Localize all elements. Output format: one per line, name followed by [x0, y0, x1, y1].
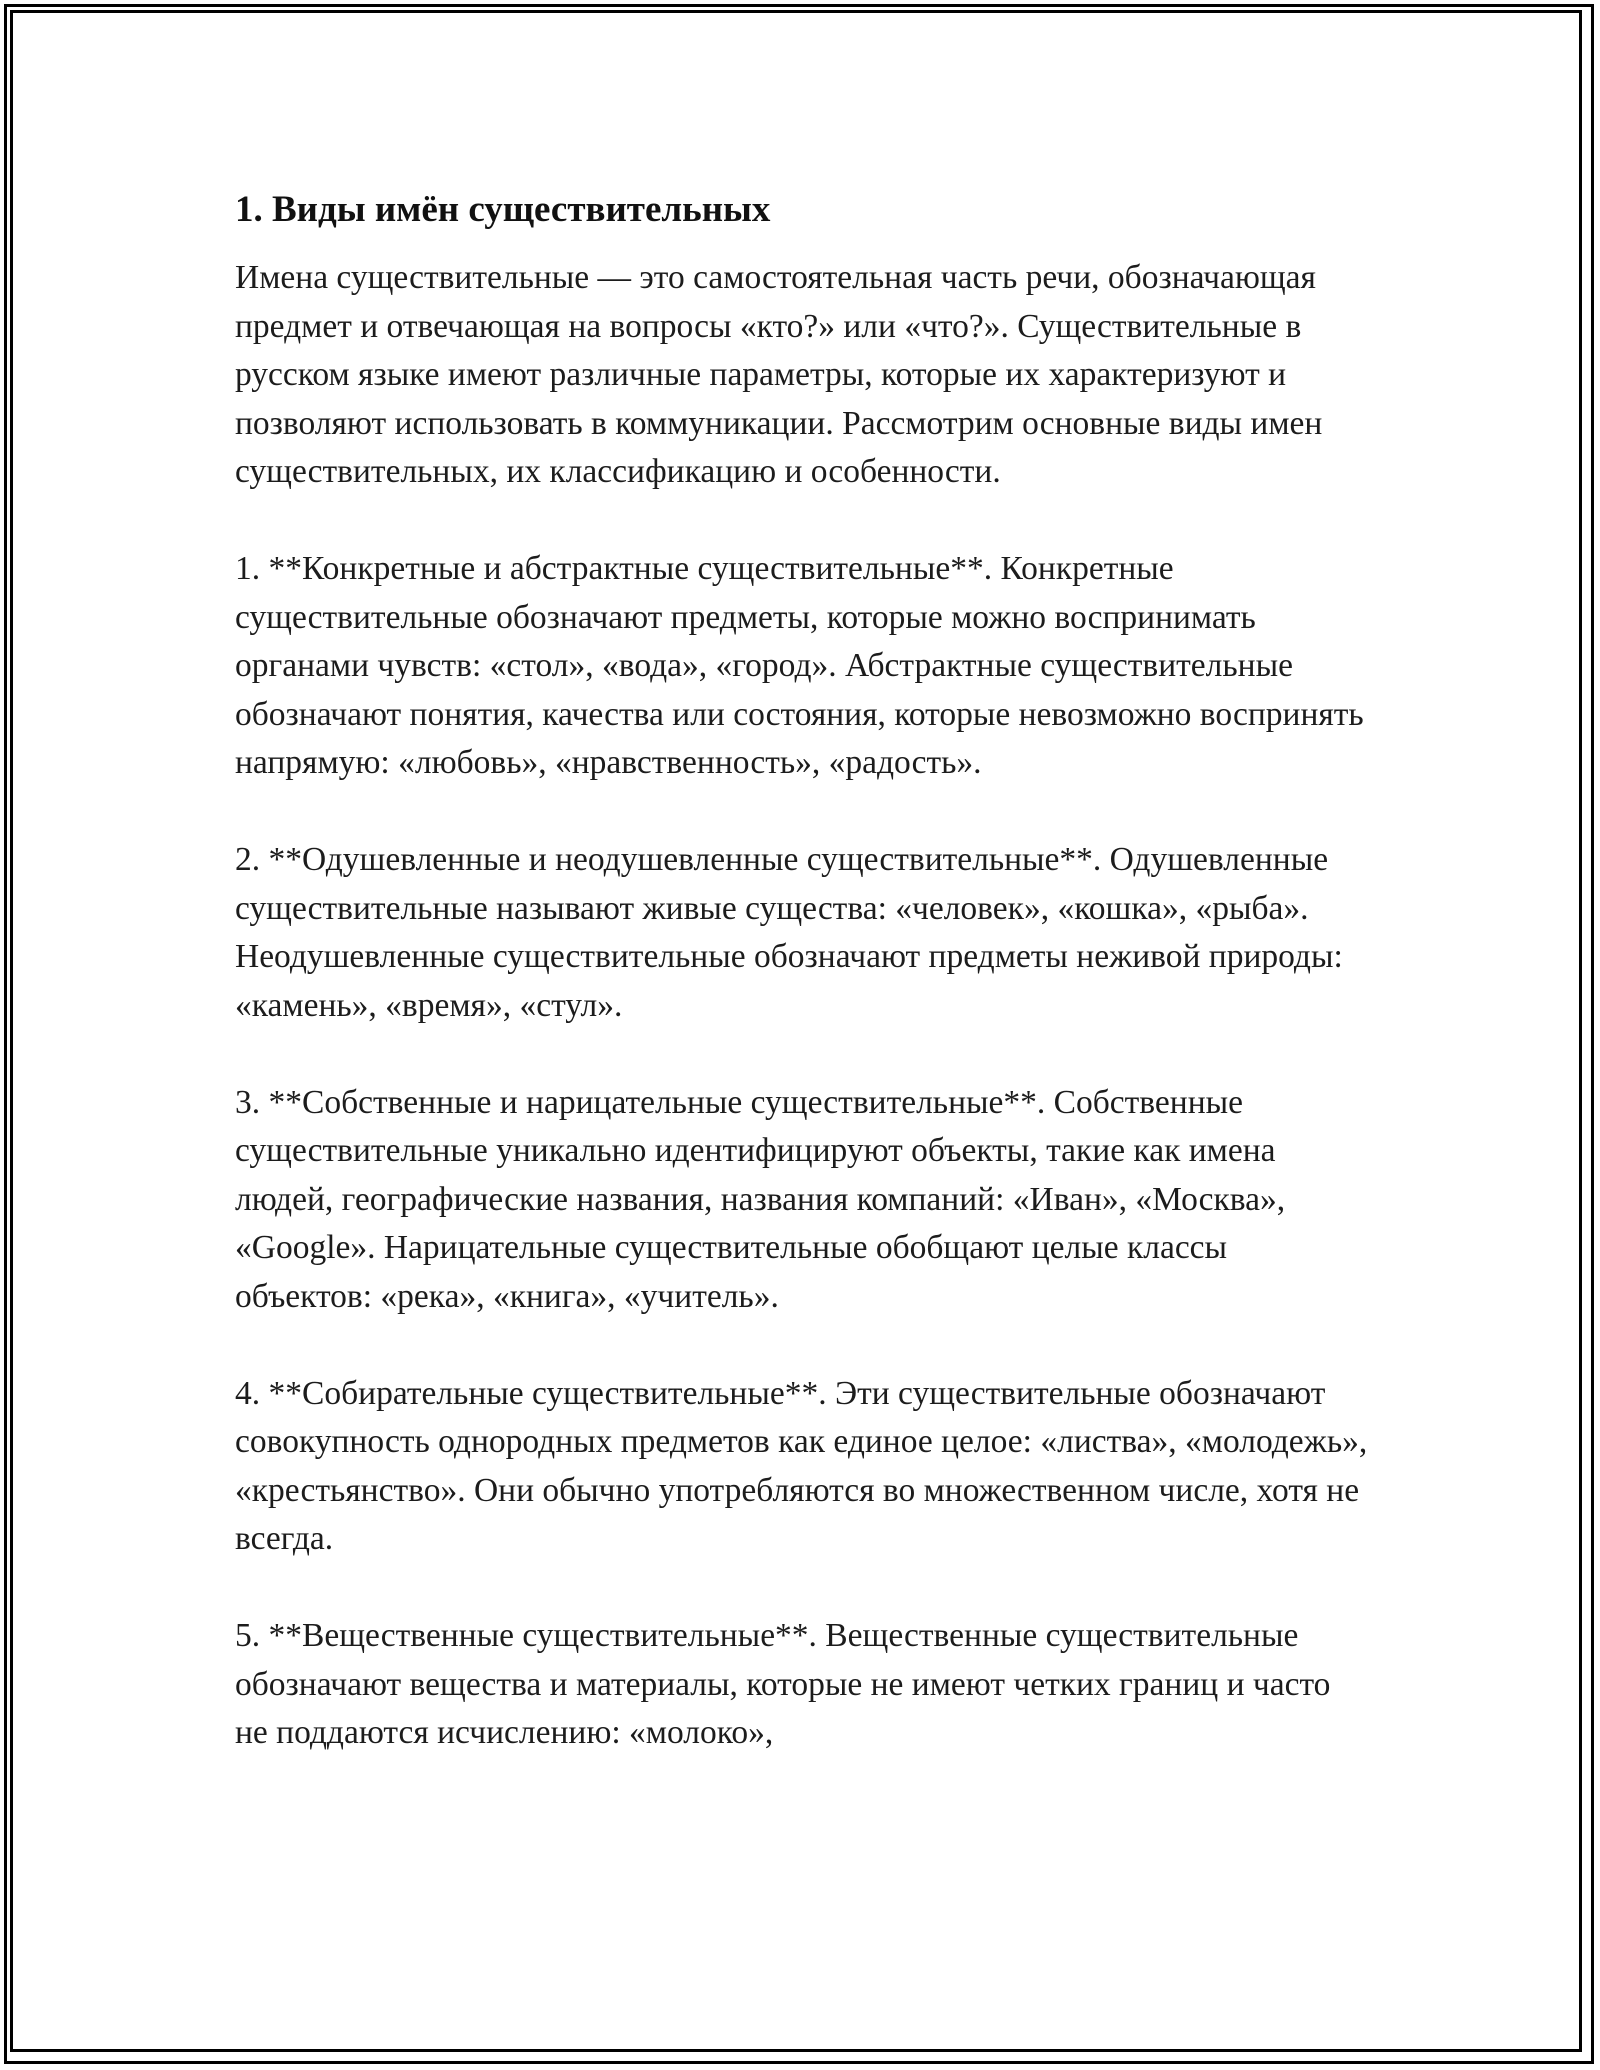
paragraph-animate-inanimate: 2. **Одушевленные и неодушевленные существительные**. Одушевленные существительные называют живые существа: «человек», «кошка», «рыба». Неодушевленные существительные обозначают предметы неживой природы: «камень», «время», «стул».	[235, 841, 1343, 1024]
section-heading: 1. Виды имён существительных	[235, 189, 771, 230]
intro-paragraph: Имена существительные — это самостоятельная часть речи, обозначающая предмет и отвечающая на вопросы «кто?» или «что?». Существительные в русском языке имеют различные параметры, которые их характеризуют и позволяют использовать в коммуникации. Рассмотрим основные виды имен существительных, их классификацию и особенности.	[235, 259, 1323, 490]
paragraph-material: 5. **Вещественные существительные**. Вещественные существительные обозначают вещества и материалы, которые не имеют четких границ и часто не поддаются исчислению: «молоко»,	[235, 1617, 1331, 1751]
paragraph-concrete-abstract: 1. **Конкретные и абстрактные существительные**. Конкретные существительные обозначают предметы, которые можно воспринимать органами чувств: «стол», «вода», «город». Абстрактные существительные обозначают понятия, качества или состояния, которые невозможно воспринять напрямую: «любовь», «нравственность», «радость».	[235, 550, 1364, 781]
paragraph-collective: 4. **Собирательные существительные**. Эти существительные обозначают совокупность однородных предметов как единое целое: «листва», «молодежь», «крестьянство». Они обычно употребляются во множественном числе, хотя не всегда.	[235, 1374, 1368, 1557]
document-body	[235, 186, 1370, 1806]
paragraph-proper-common: 3. **Собственные и нарицательные существительные**. Собственные существительные уникально идентифицируют объекты, такие как имена людей, географические названия, названия компаний: «Иван», «Москва», «Google». Нарицательные существительные обобщают целые классы объектов: «река», «книга», «учитель».	[235, 1083, 1286, 1315]
